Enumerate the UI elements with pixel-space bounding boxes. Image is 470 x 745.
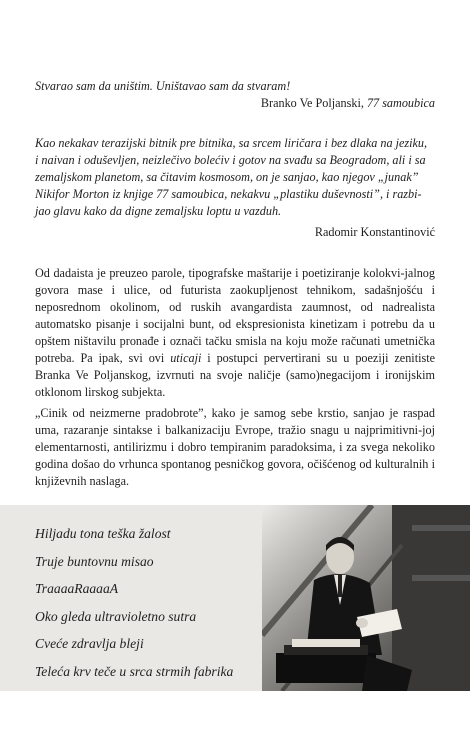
epigraph-2-line: Kao nekakav terazijski bitnik pre bitnika, sa srcem liričara i bez dlaka na jeziku, xyxy=(35,136,428,150)
paragraph-1-emphasis: uticaji xyxy=(170,351,202,365)
epigraph-1-author: Branko Ve Poljanski, xyxy=(260,96,367,110)
poem-line: TraaaaRaaaaA xyxy=(35,581,119,596)
poem-line: Cveće zdravlja bleji xyxy=(35,636,144,651)
poem-line: Oko gleda ultravioletno sutra xyxy=(35,608,197,624)
epigraph-1-attribution xyxy=(35,95,435,112)
poem-line: Teleća krv teče u srca strmih fabrika xyxy=(35,663,234,679)
body-text xyxy=(35,265,435,494)
author-photo xyxy=(262,505,470,691)
epigraph-1 xyxy=(35,78,435,112)
paragraph-1-a: Od dadaista je preuzeo parole, tipografske maštarije i poetiziranje kolokvi-jalnog govora mase i ulice, od futurista zaokupljenost tehnikom, sadašnjošću i neposrednom okolinom, od ruskih avangardista zaumnost, od nadrealista automatsko pisanje i socijalni bunt, od ekspresionista kinetizam i potrebu da u opštem ništavilu pronađe i označi tačku smisla na koju može računati umetnička potreba. Pa ipak, svi ovi xyxy=(35,266,435,365)
paragraph-1-b: i postupci pervertirani su u poeziji zenitiste Branka Ve Poljanskog, izvrnuti na svoje naličje (samo)negacijom i ironijskim otklonom lirskog subjekta. xyxy=(35,351,436,399)
epigraph-1-quote: Stvarao sam da uništim. Uništavao sam da stvaram! xyxy=(35,79,291,93)
epigraph-2-line: zemaljskom planetom, sa čitavim kosmosom, on je sanjao, kao njegov „junak” xyxy=(35,170,419,184)
poem-line: Truje buntovnu misao xyxy=(35,553,154,569)
epigraph-2-quote xyxy=(35,135,435,220)
epigraph-1-source: 77 samoubica xyxy=(366,96,435,110)
epigraph-2-author: Radomir Konstantinović xyxy=(314,225,435,239)
paragraph-1 xyxy=(35,265,435,401)
poem xyxy=(35,520,295,685)
paragraph-2: „Cinik od neizmerne pradobrote”, kako je samog sebe krstio, sanjao je raspad uma, razaranje sintakse i balkanizaciju Evrope, tražio snagu u najprimitivni-joj elementarnosti, antilirizmu i dobro tempiranim paradoksima, i za svega nekoliko godina došao do vrhunca spontanog pesničkog govora, očišćenog od kulturalnih i književnih naslaga. xyxy=(35,406,435,488)
epigraph-2 xyxy=(35,135,435,241)
epigraph-2-line: Nikifor Morton iz knjige 77 samoubica, nekakvu „plastiku duševnosti”, i razbi- xyxy=(35,187,422,201)
epigraph-2-line: i naivan i oduševljen, neizlečivo bolećiv i gotov na svađu sa Beogradom, ali i sa xyxy=(35,153,426,167)
epigraph-2-line: jao glavu kako da digne zemaljsku loptu u vazduh. xyxy=(35,204,282,218)
poem-line: Hiljadu tona teška žalost xyxy=(35,526,171,541)
